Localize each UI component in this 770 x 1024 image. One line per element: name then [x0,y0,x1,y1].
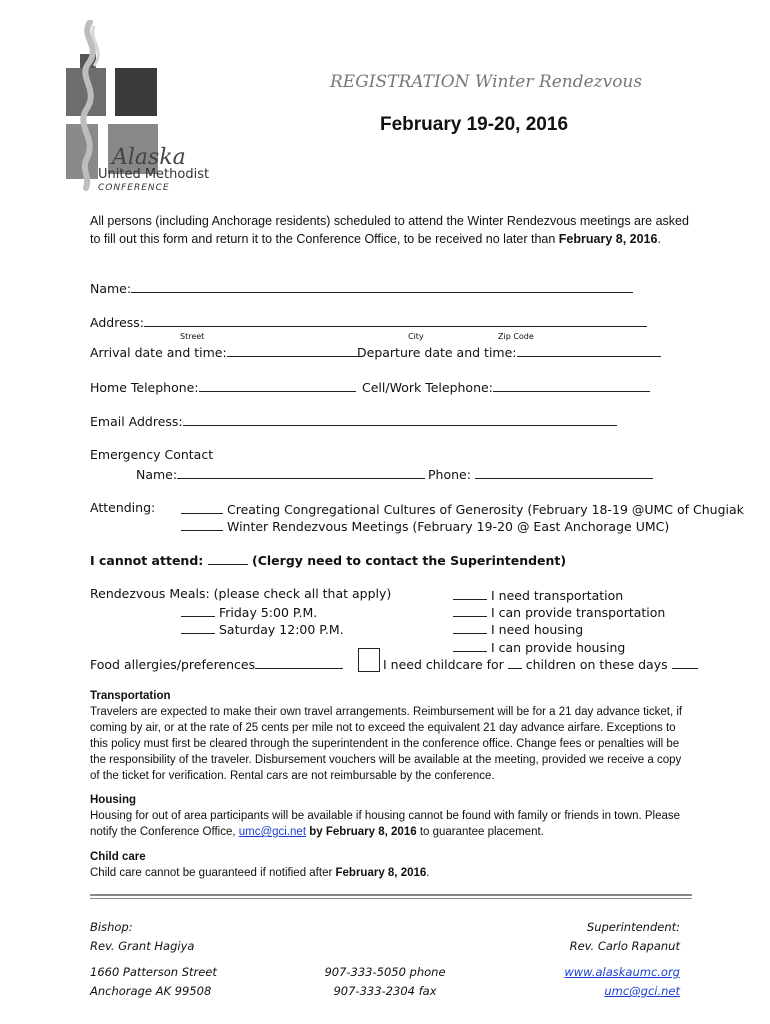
superintendent-name: Rev. Carlo Rapanut [569,939,680,953]
footer-superintendent [480,918,680,956]
childcare-count-blank[interactable] [508,655,522,669]
bishop-label: Bishop: [90,920,133,934]
intro-deadline: February 8, 2016 [558,232,658,246]
childcare-text-a: I need childcare for [383,657,504,672]
email-link[interactable]: umc@gci.net [604,984,680,998]
provide-transport-text: I can provide transportation [490,605,666,620]
address-zip-caption: Zip Code [498,332,534,341]
arrival-row [90,343,363,360]
cell-phone-field[interactable] [493,378,650,392]
cell-phone-row [362,378,650,395]
meal-friday-text: Friday 5:00 P.M. [218,605,318,620]
website-link[interactable]: www.alaskaumc.org [564,965,680,979]
footer-links [500,963,680,1001]
need-housing-row [453,620,583,637]
arrival-label: Arrival date and time: [90,345,227,360]
meals-label: Rendezvous Meals: (please check all that apply) [90,586,392,601]
childcare-row [383,655,698,672]
emergency-phone-row [428,465,653,482]
cannot-attend-blank[interactable] [208,551,248,565]
housing-email-link[interactable]: umc@gci.net [238,826,307,838]
home-phone-field[interactable] [199,378,356,392]
intro-text: All persons (including Anchorage residents) scheduled to attend the Winter Rendezvous meetings are asked to fill out this form and return it to the Conference Office, to be received no later than [90,214,689,246]
meal-saturday-text: Saturday 12:00 P.M. [218,622,344,637]
cannot-attend-note: (Clergy need to contact the Superintendent) [252,553,567,568]
home-phone-label: Home Telephone: [90,380,199,395]
logo-line2: United Methodist [98,167,210,182]
meal-friday-blank[interactable] [181,603,215,617]
footer-bishop [90,918,194,956]
emergency-name-row [136,465,425,482]
housing-text-before: Housing for out of area participants will be available if housing cannot be found with family or friends in town. Please notify the Conference Office, [90,810,681,838]
provide-housing-row [453,638,625,655]
childcare-checkbox[interactable] [358,648,380,672]
fax-number: 907-333-2304 fax [333,984,437,998]
attending-label: Attending: [90,500,156,515]
address-field[interactable] [144,313,647,327]
housing-heading: Housing [90,794,136,806]
allergies-row [90,655,343,672]
childcare-section [90,849,690,881]
page-title: REGISTRATION Winter Rendezvous [330,72,643,92]
allergies-label: Food allergies/preferences [90,657,256,672]
email-label: Email Address: [90,414,183,429]
need-transport-text: I need transportation [490,588,624,603]
cell-phone-label: Cell/Work Telephone: [362,380,493,395]
emergency-name-field[interactable] [177,465,425,479]
childcare-text-b: children on these days [525,657,668,672]
name-field[interactable] [131,279,633,293]
emergency-phone-field[interactable] [475,465,653,479]
arrival-field[interactable] [227,343,363,357]
meal-friday-row [181,603,317,620]
superintendent-label: Superintendent: [586,920,680,934]
housing-section [90,792,690,840]
transportation-text: Travelers are expected to make their own travel arrangements. Reimbursement will be for a 21 day advance ticket, if coming by air, or at the rate of 25 cents per mile not to exceed the equivalent 21 day advance airfare. Exceptions to this policy must first be cleared through the superintendent in the conference office. Change fees or penalties will be the responsibility of the traveler. Disbursement vouchers will be available at the meeting, provided we receive a copy of the ticket for verification. Rental cars are not reimbursable by the conference. [90,706,683,782]
cannot-attend-row [90,551,566,568]
need-housing-blank[interactable] [453,620,487,634]
footer-contact-numbers [300,963,470,1001]
emergency-name-label: Name: [136,467,178,482]
attend-option-generosity [181,500,744,517]
home-phone-row [90,378,356,395]
departure-row [357,343,661,360]
housing-deadline: by February 8, 2016 [306,826,417,838]
emergency-heading: Emergency Contact [90,447,214,462]
name-label: Name: [90,281,132,296]
logo-line3: CONFERENCE [98,183,170,193]
email-field[interactable] [183,412,617,426]
conference-logo [60,20,250,205]
address-row [90,313,647,330]
event-date: February 19-20, 2016 [380,114,569,135]
transportation-section [90,688,690,784]
intro-end: . [657,232,661,246]
emergency-phone-label: Phone: [428,467,471,482]
attend-generosity-text: Creating Congregational Cultures of Generosity (February 18-19 @UMC of Chugiak [226,502,744,517]
childcare-heading: Child care [90,851,146,863]
address-city-caption: City [408,332,424,341]
departure-field[interactable] [517,343,661,357]
housing-text-after: to guarantee placement. [416,826,544,838]
address-line1: 1660 Patterson Street [90,965,217,979]
housing-text [90,808,690,840]
allergies-field[interactable] [255,655,343,669]
email-row [90,412,617,429]
name-row [90,279,633,296]
address-label: Address: [90,315,144,330]
childcare-text-before: Child care cannot be guaranteed if notified after [90,867,336,879]
address-street-caption: Street [180,332,205,341]
attend-option-rendezvous [181,517,669,534]
bishop-name: Rev. Grant Hagiya [90,939,195,953]
childcare-text-after: . [426,867,430,879]
need-transport-row [453,586,623,603]
meal-saturday-blank[interactable] [181,620,215,634]
attend-generosity-blank[interactable] [181,500,223,514]
meal-saturday-row [181,620,344,637]
cannot-attend-label: I cannot attend: [90,553,204,568]
provide-transport-blank[interactable] [453,603,487,617]
need-transport-blank[interactable] [453,586,487,600]
intro-paragraph [90,212,690,248]
footer-address [90,963,217,1001]
need-housing-text: I need housing [490,622,584,637]
departure-label: Departure date and time: [357,345,517,360]
provide-housing-text: I can provide housing [490,640,626,655]
provide-transport-row [453,603,665,620]
footer-divider [90,894,692,899]
phone-number: 907-333-5050 phone [324,965,446,979]
childcare-days-blank[interactable] [672,655,698,669]
logo-line1: Alaska [112,145,186,170]
address-line2: Anchorage AK 99508 [90,984,212,998]
provide-housing-blank[interactable] [453,638,487,652]
attend-rendezvous-blank[interactable] [181,517,223,531]
childcare-text [90,865,690,881]
transportation-heading: Transportation [90,690,171,702]
childcare-deadline: February 8, 2016 [335,867,427,879]
attend-rendezvous-text: Winter Rendezvous Meetings (February 19-20 @ East Anchorage UMC) [226,519,670,534]
